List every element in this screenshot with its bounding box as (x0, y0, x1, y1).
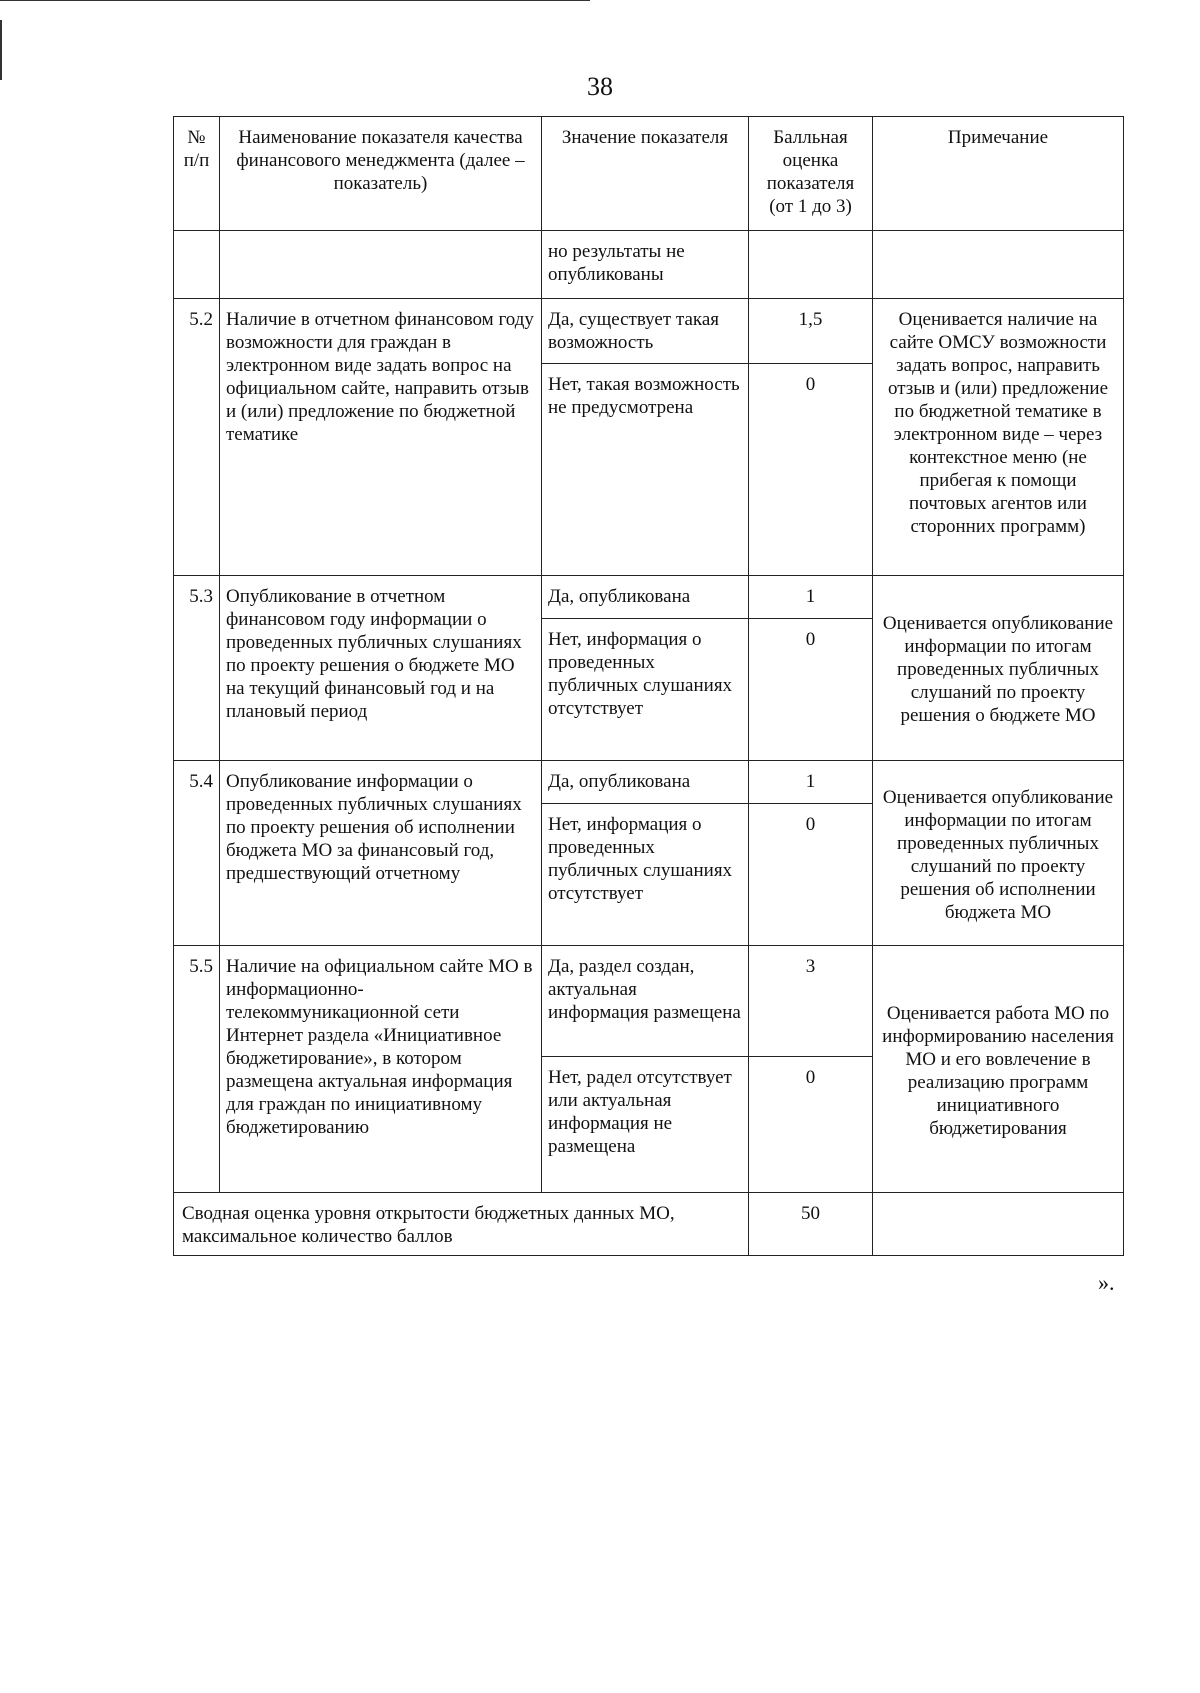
score-value: 1,5 (749, 299, 873, 364)
header-score: Балльная оценка показателя (от 1 до 3) (749, 117, 873, 231)
header-num: № п/п (174, 117, 220, 231)
cont-name-cell (220, 231, 542, 299)
score-value: 0 (749, 1057, 873, 1193)
table-header-row (174, 117, 1124, 231)
score-value: 1 (749, 761, 873, 804)
summary-note-cell (873, 1193, 1124, 1256)
scan-edge-left (0, 20, 2, 80)
summary-score: 50 (749, 1193, 873, 1256)
row-num: 5.2 (174, 299, 220, 576)
score-value: 0 (749, 619, 873, 761)
header-value: Значение показателя (542, 117, 749, 231)
cont-note-cell (873, 231, 1124, 299)
value-option: Да, раздел создан, актуальная информация размещена (542, 946, 749, 1057)
indicator-name: Наличие в отчетном финансовом году возможности для граждан в электронном виде задать вопрос на официальном сайте, направить отзыв и (или) предложение по бюджетной тематике (220, 299, 542, 576)
indicator-table (173, 116, 1124, 1256)
closing-quote: ». (1098, 1270, 1115, 1295)
value-option: Да, существует такая возможность (542, 299, 749, 364)
score-value: 0 (749, 804, 873, 946)
row-num: 5.3 (174, 576, 220, 761)
value-option: Да, опубликована (542, 576, 749, 619)
row-num: 5.4 (174, 761, 220, 946)
header-name: Наименование показателя качества финансового менеджмента (далее – показатель) (220, 117, 542, 231)
note-cell: Оценивается наличие на сайте ОМСУ возможности задать вопрос, направить отзыв и (или) предложение по бюджетной тематике в электронном виде – через контекстное меню (не прибегая к помощи почтовых агентов или сторонних программ) (873, 299, 1124, 576)
value-option: Нет, информация о проведенных публичных слушаниях отсутствует (542, 804, 749, 946)
scan-edge-top (0, 0, 590, 1)
value-option: Нет, информация о проведенных публичных слушаниях отсутствует (542, 619, 749, 761)
cont-value-cell: но результаты не опубликованы (542, 231, 749, 299)
value-option: Нет, такая возможность не предусмотрена (542, 364, 749, 576)
table-row-5-3 (174, 576, 1124, 619)
score-value: 0 (749, 364, 873, 576)
table-row-5-5 (174, 946, 1124, 1057)
indicator-name: Опубликование в отчетном финансовом году информации о проведенных публичных слушаниях по проекту решения о бюджете МО на текущий финансовый год и на плановый период (220, 576, 542, 761)
value-option: Нет, радел отсутствует или актуальная информация не размещена (542, 1057, 749, 1193)
table-row-5-4 (174, 761, 1124, 804)
indicator-name: Наличие на официальном сайте МО в информационно-телекоммуникационной сети Интернет раздела «Инициативное бюджетирование», в котором размещена актуальная информация для граждан по инициативному бюджетированию (220, 946, 542, 1193)
summary-row (174, 1193, 1124, 1256)
table-row-5-2 (174, 299, 1124, 364)
cont-score-cell (749, 231, 873, 299)
row-num: 5.5 (174, 946, 220, 1193)
summary-label: Сводная оценка уровня открытости бюджетных данных МО, максимальное количество баллов (174, 1193, 749, 1256)
score-value: 3 (749, 946, 873, 1057)
page-number: 38 (587, 72, 613, 101)
note-cell: Оценивается опубликование информации по итогам проведенных публичных слушаний по проекту решения о бюджете МО (873, 576, 1124, 761)
indicator-name: Опубликование информации о проведенных публичных слушаниях по проекту решения об исполнении бюджета МО за финансовый год, предшествующий отчетному (220, 761, 542, 946)
note-cell: Оценивается работа МО по информированию населения МО и его вовлечение в реализацию программ инициативного бюджетирования (873, 946, 1124, 1193)
header-note: Примечание (873, 117, 1124, 231)
value-option: Да, опубликована (542, 761, 749, 804)
score-value: 1 (749, 576, 873, 619)
table-row-continuation (174, 231, 1124, 299)
note-cell: Оценивается опубликование информации по итогам проведенных публичных слушаний по проекту решения об исполнении бюджета МО (873, 761, 1124, 946)
cont-num-cell (174, 231, 220, 299)
